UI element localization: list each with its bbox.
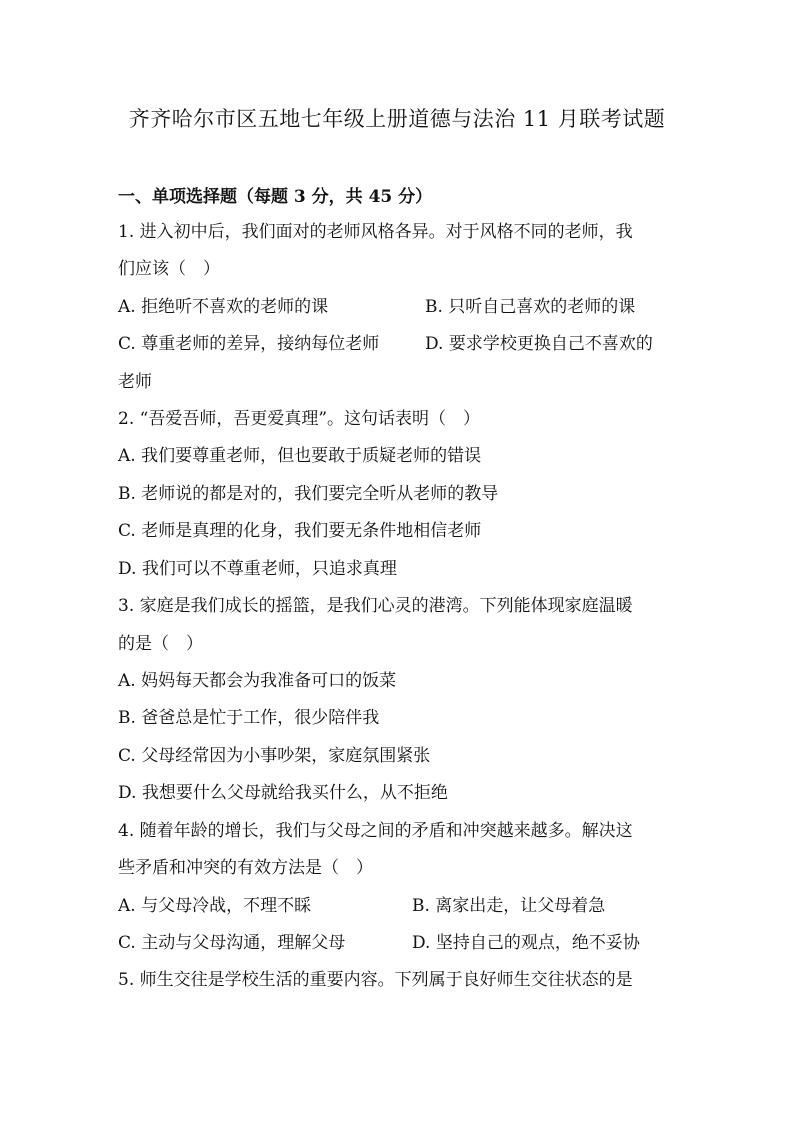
question-3-option-b: B. 爸爸总是忙于工作，很少陪伴我 [118, 708, 380, 728]
question-4-stem-line1: 4. 随着年龄的增长，我们与父母之间的矛盾和冲突越来越多。解决这 [118, 821, 633, 841]
question-1-stem-line1: 1. 进入初中后，我们面对的老师风格各异。对于风格不同的老师，我 [118, 222, 633, 242]
question-1-option-a: A. 拒绝听不喜欢的老师的课 [118, 297, 329, 317]
question-1-option-c: C. 尊重老师的差异，接纳每位老师 [118, 334, 380, 354]
question-2-option-a: A. 我们要尊重老师，但也要敢于质疑老师的错误 [118, 446, 482, 466]
question-1-option-d-line2: 老师 [118, 372, 152, 392]
question-5-stem-line1: 5. 师生交往是学校生活的重要内容。下列属于良好师生交往状态的是 [118, 970, 633, 990]
question-4-option-a: A. 与父母冷战，不理不睬 [118, 896, 312, 916]
question-3-stem-line2: 的是（ ） [118, 634, 203, 654]
question-1-option-b: B. 只听自己喜欢的老师的课 [425, 297, 636, 317]
question-4-option-b: B. 离家出走，让父母着急 [412, 896, 606, 916]
question-3-option-d: D. 我想要什么父母就给我买什么，从不拒绝 [118, 783, 448, 803]
section-heading: 一、单项选择题（每题 3 分，共 45 分） [118, 187, 433, 207]
question-1-option-d-line1: D. 要求学校更换自己不喜欢的 [425, 334, 653, 354]
question-3-option-a: A. 妈妈每天都会为我准备可口的饭菜 [118, 671, 397, 691]
question-4-stem-line2: 些矛盾和冲突的有效方法是（ ） [118, 858, 373, 878]
question-2-option-b: B. 老师说的都是对的，我们要完全听从老师的教导 [118, 484, 499, 504]
question-4-option-c: C. 主动与父母沟通，理解父母 [118, 933, 346, 953]
question-2-option-c: C. 老师是真理的化身，我们要无条件地相信老师 [118, 521, 482, 541]
question-3-option-c: C. 父母经常因为小事吵架，家庭氛围紧张 [118, 746, 431, 766]
question-4-option-d: D. 坚持自己的观点，绝不妥协 [412, 933, 640, 953]
exam-title: 齐齐哈尔市区五地七年级上册道德与法治 11 月联考试题 [128, 107, 666, 131]
question-2-stem: 2. “吾爱吾师，吾更爱真理”。这句话表明（ ） [118, 409, 481, 429]
question-3-stem-line1: 3. 家庭是我们成长的摇篮，是我们心灵的港湾。下列能体现家庭温暖 [118, 596, 633, 616]
question-1-stem-line2: 们应该（ ） [118, 259, 220, 279]
question-2-option-d: D. 我们可以不尊重老师，只追求真理 [118, 559, 397, 579]
